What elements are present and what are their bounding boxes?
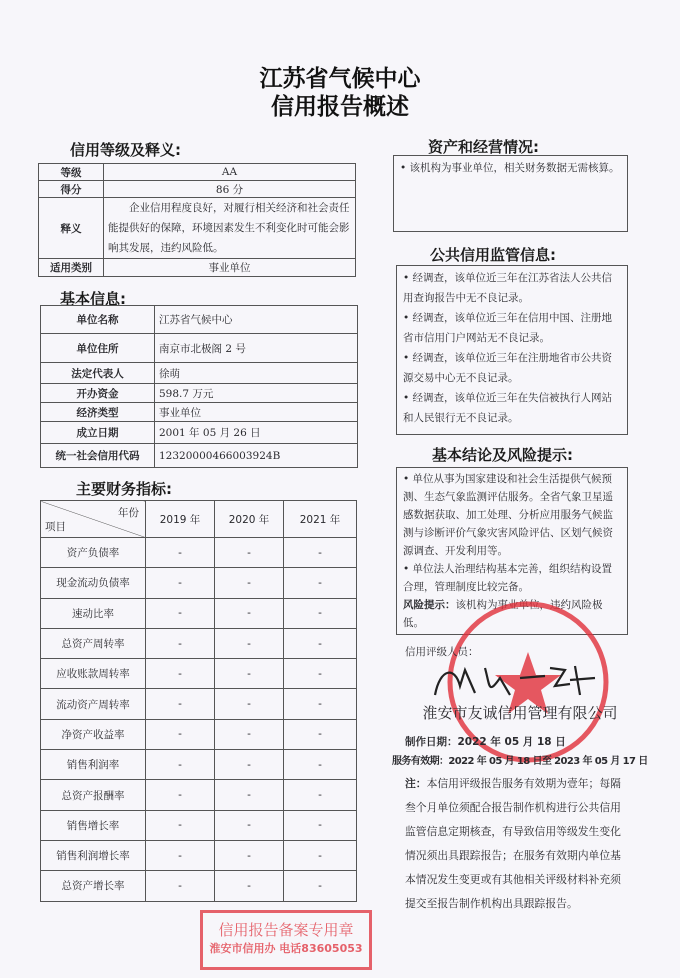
label: 得分 [39,181,104,198]
finance-row [41,659,357,689]
raters-label: 信用评级人员： [405,646,479,658]
label: 统一社会信用代码 [41,444,155,468]
value: 事业单位 [155,403,358,422]
finance-row [41,628,357,658]
finance-value: - [146,659,215,689]
finance-value: - [146,719,215,749]
label: 释义 [39,198,104,259]
finance-value: - [284,689,357,719]
finance-table [40,500,357,902]
finance-value: - [215,538,284,568]
value: 南京市北极阁 2 号 [155,334,358,363]
finance-value: - [146,628,215,658]
label: 适用类别 [39,259,104,277]
finance-value: - [146,780,215,810]
value: 事业单位 [104,259,356,277]
made-label: 制作日期： [405,736,458,748]
corner-item: 项目 [45,521,66,533]
finance-label: 速动比率 [41,598,146,628]
rater-signature [430,660,600,700]
finance-value: - [215,628,284,658]
finance-value: - [284,628,357,658]
valid-label: 服务有效期： [392,756,449,767]
value: 徐萌 [155,363,358,384]
finance-label: 销售利润率 [41,750,146,780]
label: 单位住所 [41,334,155,363]
finance-value: - [215,810,284,840]
finance-row [41,840,357,870]
finance-value: - [284,538,357,568]
finance-label: 净资产收益率 [41,719,146,749]
value: 2001 年 05 月 26 日 [155,422,358,444]
rating-heading: 信用等级及释义: [70,141,181,159]
finance-value: - [146,538,215,568]
basic-info-table [40,305,358,468]
finance-value: - [146,871,215,901]
made-date: 2022 年 05 月 18 日 [457,736,566,748]
finance-label: 资产负债率 [41,538,146,568]
finance-row [41,538,357,568]
note-label: 注： [405,777,427,790]
label: 开办资金 [41,384,155,403]
value: 86 分 [104,181,356,198]
finance-row [41,719,357,749]
label: 成立日期 [41,422,155,444]
value: AA [104,164,356,181]
finance-value: - [284,750,357,780]
finance-label: 总资产增长率 [41,871,146,901]
title-line1: 江苏省气候中心 [259,66,421,92]
year-header: 2021 年 [284,501,357,538]
value: 598.7 万元 [155,384,358,403]
year-header: 2019 年 [146,501,215,538]
company-name: 淮安市友诚信用管理有限公司 [422,704,618,722]
finance-value: - [215,871,284,901]
finance-label: 销售增长率 [41,810,146,840]
value: 企业信用程度良好，对履行相关经济和社会责任能提供好的保障，环境因素发生不利变化时可能会影响其发展，违约风险低。 [104,198,356,259]
finance-value: - [215,750,284,780]
conclusion-item: • 单位从事为国家建设和社会生活提供气候预测、生态气象监测评估服务。全省气象卫星遥感数据获取、加工处理、分析应用服务气候监测与诊断评价气象灾害风险评估、区划气候资源调查、开发利用等。 [403,473,613,557]
finance-value: - [284,719,357,749]
finance-label: 现金流动负债率 [41,568,146,598]
finance-value: - [215,568,284,598]
finance-value: - [146,689,215,719]
finance-label: 流动资产周转率 [41,689,146,719]
basic-heading: 基本信息: [60,290,126,308]
finance-value: - [146,750,215,780]
corner-cell [41,501,146,538]
finance-value: - [215,598,284,628]
supervision-item: • 经调查，该单位近三年在失信被执行人网站和人民银行无不良记录。 [403,392,613,424]
label: 单位名称 [41,306,155,334]
finance-row [41,750,357,780]
finance-value: - [284,871,357,901]
finance-value: - [146,598,215,628]
finance-value: - [215,780,284,810]
supervision-item: • 经调查，该单位近三年在江苏省法人公共信用查询报告中无不良记录。 [403,272,613,304]
label: 法定代表人 [41,363,155,384]
finance-value: - [284,659,357,689]
finance-value: - [284,780,357,810]
finance-row [41,780,357,810]
supervision-box [396,265,628,435]
finance-value: - [146,568,215,598]
finance-value: - [146,810,215,840]
conclusion-item: • 单位法人治理结构基本完善，组织结构设置合理，管理制度比较完备。 [403,563,613,593]
label: 经济类型 [41,403,155,422]
supervision-item: • 经调查，该单位近三年在注册地省市公共资源交易中心无不良记录。 [403,352,613,384]
stamp-line2: 淮安市信用办 电话83605053 [209,942,363,955]
title-line2: 信用报告概述 [271,94,409,120]
finance-row [41,810,357,840]
finance-row [41,598,357,628]
finance-value: - [146,840,215,870]
label: 等级 [39,164,104,181]
risk-label: 风险提示： [403,599,456,611]
assets-heading: 资产和经营情况: [428,138,539,156]
assets-item: • 该机构为事业单位，相关财务数据无需核算。 [400,162,620,174]
finance-value: - [215,659,284,689]
finance-row [41,568,357,598]
filing-stamp [200,910,372,970]
finance-value: - [215,840,284,870]
note-text: 本信用评级报告服务有效期为壹年；每隔叁个月单位须配合报告制作机构进行公共信用监管信息定期核查，有导致信用等级发生变化情况须出具跟踪报告；在服务有效期内单位基本情况发生变更或有其他相关评级材料补充须提交至报告制作机构出具跟踪报告。 [405,777,621,910]
value: 12320000466003924B [155,444,358,468]
finance-row [41,689,357,719]
conclusion-heading: 基本结论及风险提示: [432,446,573,464]
finance-value: - [215,689,284,719]
assets-box [393,155,628,232]
year-header: 2020 年 [215,501,284,538]
finance-value: - [284,840,357,870]
finance-label: 销售利润增长率 [41,840,146,870]
finance-value: - [215,719,284,749]
rating-table [38,163,356,277]
finance-heading: 主要财务指标: [76,480,172,498]
finance-value: - [284,598,357,628]
finance-label: 应收账款周转率 [41,659,146,689]
finance-row [41,871,357,901]
supervision-item: • 经调查，该单位近三年在信用中国、注册地省市信用门户网站无不良记录。 [403,312,613,344]
supervision-heading: 公共信用监管信息: [430,246,556,264]
valid-range: 2022 年 05 月 18 日至 2023 年 05 月 17 日 [448,756,648,767]
finance-label: 总资产报酬率 [41,780,146,810]
value: 江苏省气候中心 [155,306,358,334]
finance-label: 总资产周转率 [41,628,146,658]
corner-year: 年份 [118,507,139,519]
finance-value: - [284,568,357,598]
risk-text: 该机构为事业单位，违约风险极低。 [403,599,603,629]
finance-value: - [284,810,357,840]
stamp-line1: 信用报告备案专用章 [218,921,354,939]
